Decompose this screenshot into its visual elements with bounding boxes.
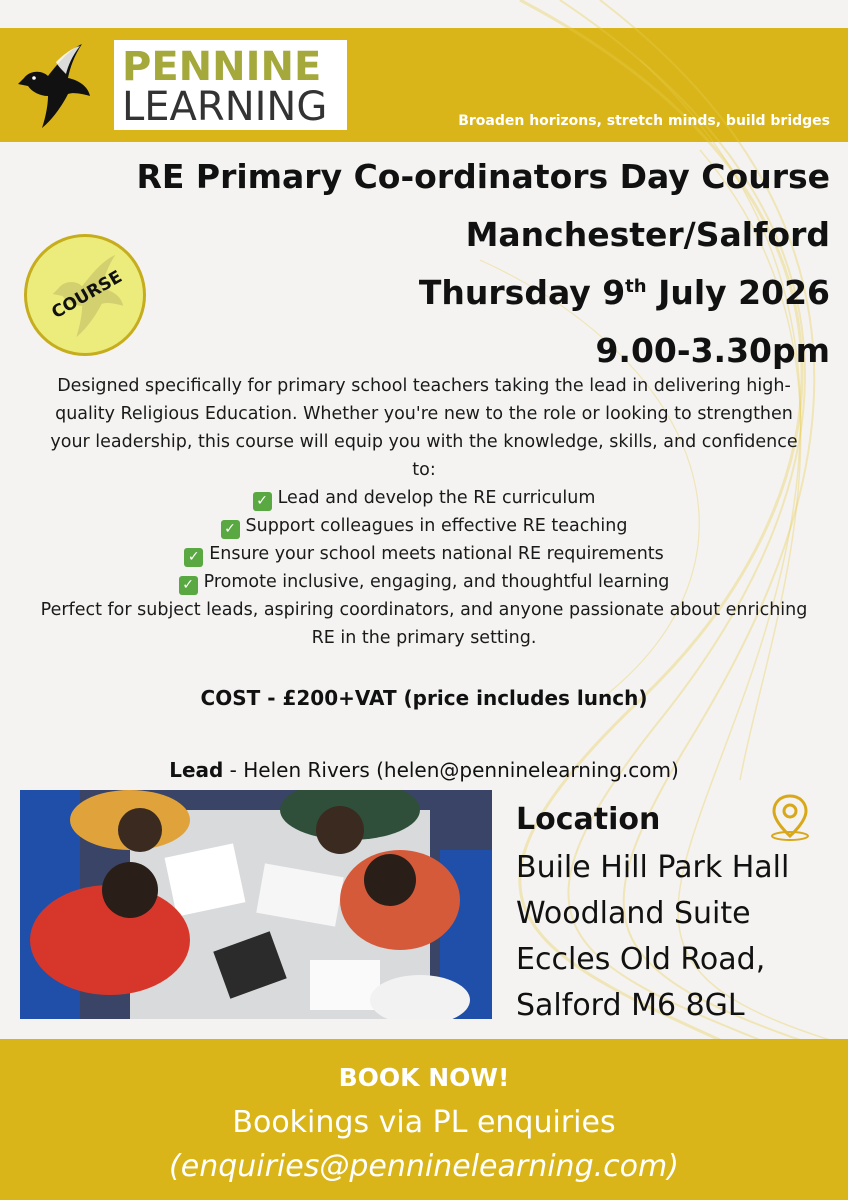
badge-label: COURSE — [48, 266, 126, 324]
tagline: Broaden horizons, stretch minds, build bridges — [458, 113, 830, 129]
date-prefix: Thursday 9 — [418, 273, 626, 312]
bullet-item: ✓ Ensure your school meets national RE requirements — [36, 540, 812, 568]
address-line: Buile Hill Park Hall — [516, 850, 790, 885]
course-title: RE Primary Co-ordinators Day Course — [136, 157, 830, 196]
footer-band — [0, 1039, 848, 1200]
check-mark-icon: ✓ — [253, 492, 272, 511]
description-outro: Perfect for subject leads, aspiring coordinators, and anyone passionate about enriching RE in the primary setting. — [40, 600, 808, 648]
classroom-photo — [20, 790, 492, 1019]
lead-label: Lead — [169, 758, 224, 782]
course-place: Manchester/Salford — [465, 215, 830, 254]
enquiries-email-link[interactable]: (enquiries@penninelearning.com) — [169, 1149, 679, 1184]
pennine-learning-logo — [114, 40, 347, 130]
location-heading: Location — [516, 802, 661, 837]
top-strip — [0, 0, 848, 28]
lead-contact: - Helen Rivers (helen@penninelearning.com) — [223, 758, 679, 782]
date-suffix: th — [625, 276, 647, 297]
check-mark-icon: ✓ — [184, 548, 203, 567]
bullet-item: ✓ Promote inclusive, engaging, and thoughtful learning — [36, 568, 812, 596]
description-intro: Designed specifically for primary school teachers taking the lead in delivering high-quality Religious Education. Whether you're new to the role or looking to strengthen your leadership, this course will equip you with the knowledge, skills, and confidence to: — [50, 376, 798, 480]
check-mark-icon: ✓ — [179, 576, 198, 595]
bullet-item: ✓ Lead and develop the RE curriculum — [36, 484, 812, 512]
course-date — [136, 264, 830, 322]
course-badge — [24, 234, 146, 356]
course-time: 9.00-3.30pm — [595, 331, 830, 370]
date-rest: July 2026 — [646, 273, 830, 312]
book-now-heading: BOOK NOW! — [338, 1063, 510, 1092]
logo-line-pennine: PENNINE — [122, 44, 322, 90]
duck-icon — [12, 40, 96, 132]
address-line: Eccles Old Road, — [516, 942, 766, 977]
address-line: Woodland Suite — [516, 896, 751, 931]
cost-line: COST - £200+VAT (price includes lunch) — [200, 686, 648, 710]
bookings-info: Bookings via PL enquiries — [232, 1105, 616, 1140]
bullet-item: ✓ Support colleagues in effective RE teaching — [36, 512, 812, 540]
logo-line-learning: LEARNING — [122, 84, 328, 130]
map-pin-icon — [768, 792, 812, 842]
lead-line — [0, 758, 848, 782]
course-description — [36, 372, 812, 652]
photo-illustration — [20, 790, 492, 1019]
location-address — [516, 845, 789, 1029]
course-title-block — [136, 148, 830, 380]
check-mark-icon: ✓ — [221, 520, 240, 539]
address-line: Salford M6 8GL — [516, 988, 745, 1023]
